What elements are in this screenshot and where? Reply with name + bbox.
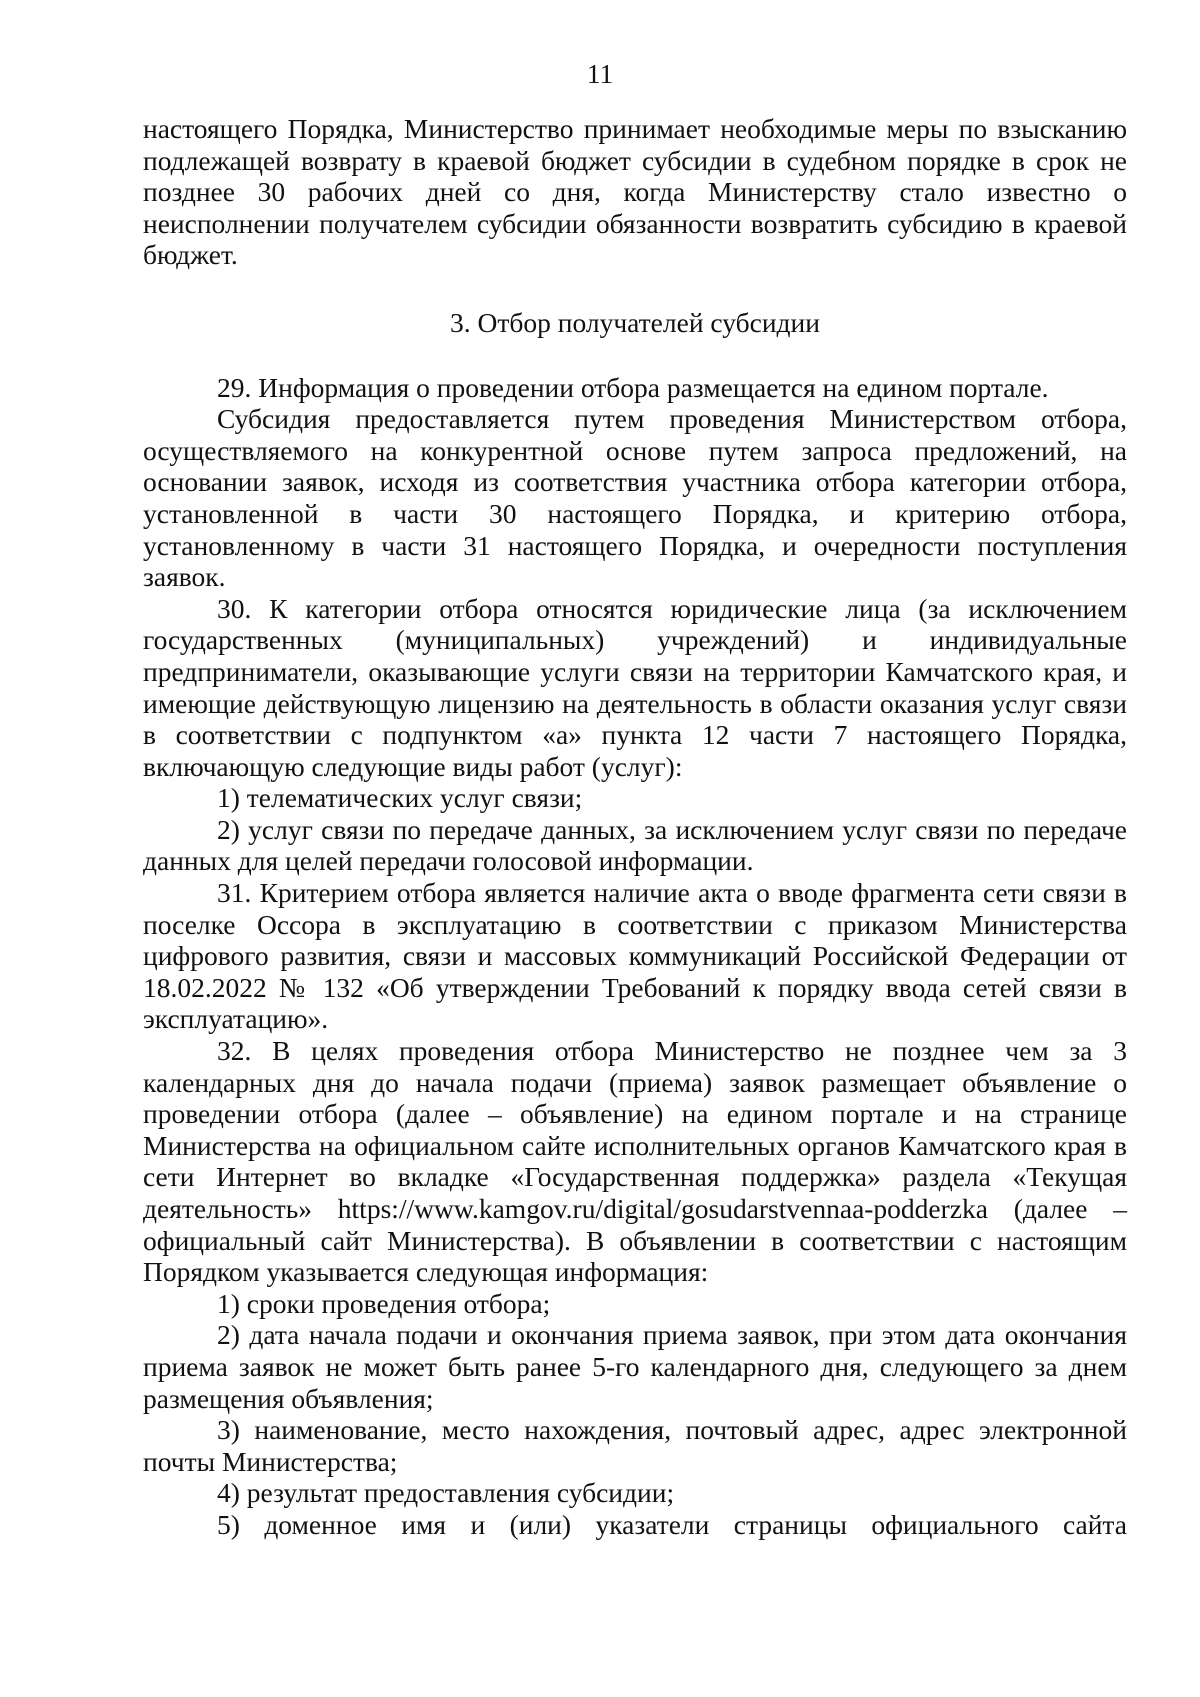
list-item-30-2: 2) услуг связи по передаче данных, за исключением услуг связи по передаче данных для целей передачи голосовой информации. (143, 813, 1127, 877)
page-number: 11 (586, 58, 614, 89)
paragraph-29: 29. Информация о проведении отбора размещается на едином портале. (217, 371, 1049, 403)
document-body (143, 113, 1127, 1541)
list-item-32-4: 4) результат предоставления субсидии; (217, 1477, 675, 1509)
paragraph-30: 30. К категории отбора относятся юридические лица (за исключением государственных (муниципальных) учреждений) и индивидуальные предприниматели, оказывающие услуги связи на территории Камчатского края, и имеющие действующую лицензию на деятельность в области оказания услуг связи в соответствии с подпунктом «а» пункта 12 части 7 настоящего Порядка, включающую следующие виды работ (услуг): (143, 592, 1127, 782)
paragraph-31: 31. Критерием отбора является наличие акта о вводе фрагмента сети связи в поселке Оссора в эксплуатацию в соответствии с приказом Министерства цифрового развития, связи и массовых коммуникаций Российской Федерации от 18.02.2022 № 132 «Об утверждении Требований к порядку ввода сетей связи в эксплуатацию». (143, 877, 1127, 1035)
intro-paragraph: настоящего Порядка, Министерство принимает необходимые меры по взысканию подлежащей возврату в краевой бюджет субсидии в судебном порядке в срок не позднее 30 рабочих дней со дня, когда Министерству стало известно о неисполнении получателем субсидии обязанности возвратить субсидию в краевой бюджет. (143, 113, 1127, 271)
section-heading: 3. Отбор получателей субсидии (450, 306, 820, 338)
paragraph-subsidy-selection: Субсидия предоставляется путем проведения Министерством отбора, осуществляемого на конкурентной основе путем запроса предложений, на основании заявок, исходя из соответствия участника отбора категории отбора, установленной в части 30 настоящего Порядка, и критерию отбора, установленному в части 31 настоящего Порядка, и очередности поступления заявок. (143, 403, 1127, 593)
list-item-32-1: 1) сроки проведения отбора; (217, 1287, 551, 1319)
list-item-32-3: 3) наименование, место нахождения, почтовый адрес, адрес электронной почты Министерства; (143, 1414, 1127, 1477)
list-item-32-2: 2) дата начала подачи и окончания приема заявок, при этом дата окончания приема заявок не может быть ранее 5-го календарного дня, следующего за днем размещения объявления; (143, 1319, 1127, 1414)
paragraph-32: 32. В целях проведения отбора Министерство не позднее чем за 3 календарных дня до начала подачи (приема) заявок размещает объявление о проведении отбора (далее – объявление) на едином портале и на странице Министерства на официальном сайте исполнительных органов Камчатского края в сети Интернет во вкладке «Государственная поддержка» раздела «Текущая деятельность» https://www.kamgov.ru/digital/gosudarstvennaa-podderzka (далее – официальный сайт Министерства). В объявлении в соответствии с настоящим Порядком указывается следующая информация: (143, 1035, 1127, 1288)
list-item-30-1: 1) телематических услуг связи; (217, 782, 583, 814)
spacer (143, 271, 1127, 307)
list-item-32-5: 5) доменное имя и (или) указатели страницы официального сайта (217, 1508, 1127, 1540)
spacer (143, 339, 1127, 372)
